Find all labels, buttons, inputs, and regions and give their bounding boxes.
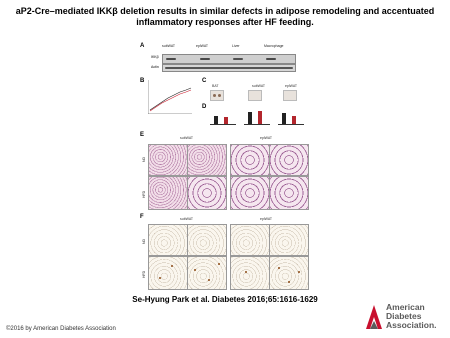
histology-image (230, 144, 270, 176)
ihc-row-nd: ND (142, 238, 146, 244)
bar-graph (278, 110, 304, 125)
panel-label-a: A (140, 43, 145, 49)
logo-line2: Diabetes (386, 311, 422, 321)
tissue-image (210, 90, 224, 101)
blot-group-epiwat: epiWAT (196, 44, 209, 48)
figure-title: aP2-Cre–mediated IKKβ deletion results in similar defects in adipose remodeling and accentuated inflammatory responses after HF feeding. (15, 6, 435, 27)
histo-col-epiwat: epiWAT (260, 136, 273, 140)
ada-logo-icon (364, 301, 384, 331)
body-weight-graph (148, 80, 192, 114)
ikk-label: IKKβ (151, 55, 159, 59)
blot-group-macrophage: Macrophage (264, 44, 284, 48)
ihc-image (148, 256, 188, 290)
ihc-image (269, 256, 309, 290)
ihc-image (269, 224, 309, 256)
histology-image (148, 144, 188, 176)
histo-col-subwat: subWAT (180, 136, 194, 140)
ihc-image (187, 224, 227, 256)
logo-line1: American (386, 302, 425, 312)
ihc-image (230, 224, 270, 256)
logo-line3: Association. (386, 320, 437, 330)
panel-label-b: B (140, 78, 145, 84)
panel-label-e: E (140, 132, 145, 138)
histology-image (187, 144, 227, 176)
histo-row-nd: ND (142, 156, 146, 162)
actin-blot (151, 64, 296, 72)
tissue-col-subwat: subWAT (252, 84, 266, 88)
tissue-col-bat: BAT (212, 84, 219, 88)
ihc-image (187, 256, 227, 290)
histology-image (148, 176, 188, 210)
figure-panels (140, 40, 310, 290)
tissue-col-epiwat: epiWAT (285, 84, 298, 88)
histology-image (269, 176, 309, 210)
copyright: ©2016 by American Diabetes Association (6, 326, 116, 332)
actin-label: Actin (151, 65, 159, 69)
ihc-image (230, 256, 270, 290)
panel-label-d: D (202, 104, 207, 110)
citation: Se-Hyung Park et al. Diabetes 2016;65:1616-1629 (132, 295, 318, 304)
tissue-image (283, 90, 297, 101)
bar-graph (244, 110, 270, 125)
panel-label-f: F (140, 214, 144, 220)
blot-group-subwat: subWAT (162, 44, 176, 48)
histology-image (187, 176, 227, 210)
histology-image (230, 176, 270, 210)
blot-group-liver: Liver (232, 44, 240, 48)
bar-graph (210, 110, 236, 125)
histo-row-hfd: HFD (142, 190, 146, 198)
ikk-blot (151, 54, 296, 64)
tissue-image (248, 90, 262, 101)
ihc-row-hfd: HFD (142, 270, 146, 278)
panel-label-c: C (202, 78, 207, 84)
ihc-col-epiwat: epiWAT (260, 217, 273, 221)
ihc-col-subwat: subWAT (180, 217, 194, 221)
ada-logo (364, 295, 446, 335)
histology-image (269, 144, 309, 176)
ihc-image (148, 224, 188, 256)
